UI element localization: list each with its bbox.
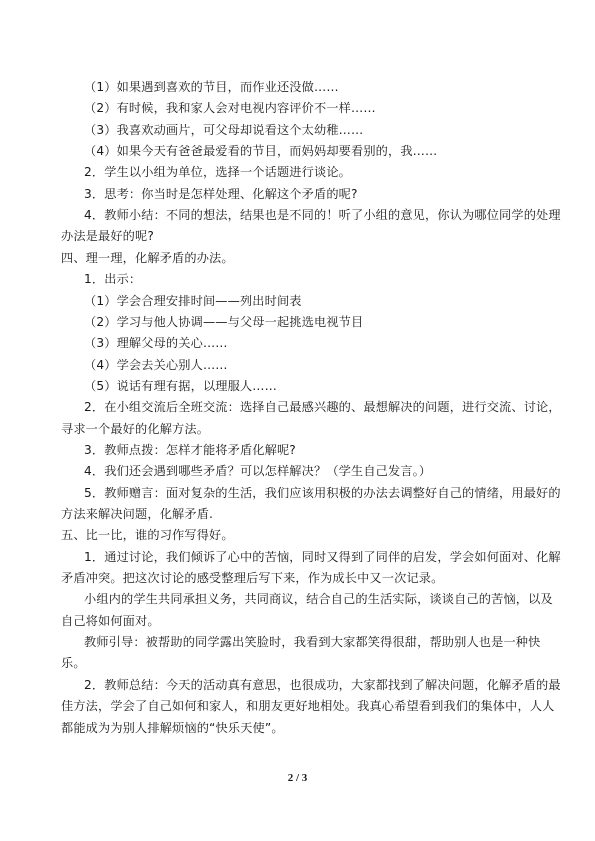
text-line: （1）学会合理安排时间——列出时间表 xyxy=(84,293,302,308)
text-line: （3）我喜欢动画片，可父母却说看这个太幼稚…… xyxy=(84,122,364,137)
text-line: （2）学习与他人协调——与父母一起挑选电视节目 xyxy=(84,314,364,329)
text-line: 1．通过讨论，我们倾诉了心中的苦恼，同时又得到了同伴的启发，学会如何面对、化解 xyxy=(84,549,561,564)
text-line: 矛盾冲突。把这次讨论的感受整理后写下来，作为成长中又一次记录。 xyxy=(61,571,444,586)
text-line: 都能成为为别人排解烦恼的“快乐天使”。 xyxy=(61,720,284,735)
text-line: 3．思考：你当时是怎样处理、化解这个矛盾的呢? xyxy=(84,186,358,201)
section-heading: 四、理一理，化解矛盾的办法。 xyxy=(61,250,234,265)
text-line: 方法来解决问题，化解矛盾. xyxy=(61,507,214,521)
text-line: 3．教师点拨：怎样才能将矛盾化解呢? xyxy=(84,442,296,457)
text-line: 办法是最好的呢? xyxy=(61,229,154,244)
text-line: （5）说话有理有据，以理服人…… xyxy=(84,378,277,393)
text-line: 2．学生以小组为单位，选择一个话题进行谈论。 xyxy=(84,165,351,180)
text-line: 1．出示： xyxy=(84,272,142,287)
text-line: （2）有时候，我和家人会对电视内容评价不一样…… xyxy=(84,101,376,116)
text-line: 4．我们还会遇到哪些矛盾？可以怎样解决？（学生自己发言。） xyxy=(84,464,432,479)
text-line: 2．在小组交流后全班交流：选择自己最感兴趣的、最想解决的问题，进行交流、讨论， xyxy=(84,400,561,415)
text-line: 小组内的学生共同承担义务，共同商议，结合自己的生活实际，谈谈自己的苦恼，以及 xyxy=(84,592,553,607)
text-line: （1）如果遇到喜欢的节目，而作业还没做…… xyxy=(84,80,339,94)
text-line: 乐。 xyxy=(61,656,86,671)
text-line: 寻求一个最好的化解方法。 xyxy=(61,421,210,436)
section-heading: 五、比一比，谁的习作写得好。 xyxy=(61,528,234,543)
text-line: （4）如果今天有爸爸最爱看的节目，而妈妈却要看别的，我…… xyxy=(84,144,438,159)
text-line: 自己将如何面对。 xyxy=(61,613,160,628)
text-line: （3）理解父母的关心…… xyxy=(84,336,228,351)
text-line: 佳方法，学会了自己如何和家人，和朋友更好地相处。我真心希望看到我们的集体中，人人 xyxy=(61,699,555,714)
page-number: 2 / 3 xyxy=(287,772,308,784)
text-line: 教师引导：被帮助的同学露出笑脸时，我看到大家都笑得很甜，帮助别人也是一种快 xyxy=(84,635,541,650)
text-line: （4）学会去关心别人…… xyxy=(84,357,228,372)
text-line: 2．教师总结：今天的活动真有意思，也很成功，大家都找到了解决问题，化解矛盾的最 xyxy=(84,677,561,692)
text-line: 4．教师小结：不同的想法，结果也是不同的！听了小组的意见，你认为哪位同学的处理 xyxy=(84,208,561,223)
text-line: 5．教师赠言：面对复杂的生活，我们应该用积极的办法去调整好自己的情绪，用最好的 xyxy=(84,485,561,500)
